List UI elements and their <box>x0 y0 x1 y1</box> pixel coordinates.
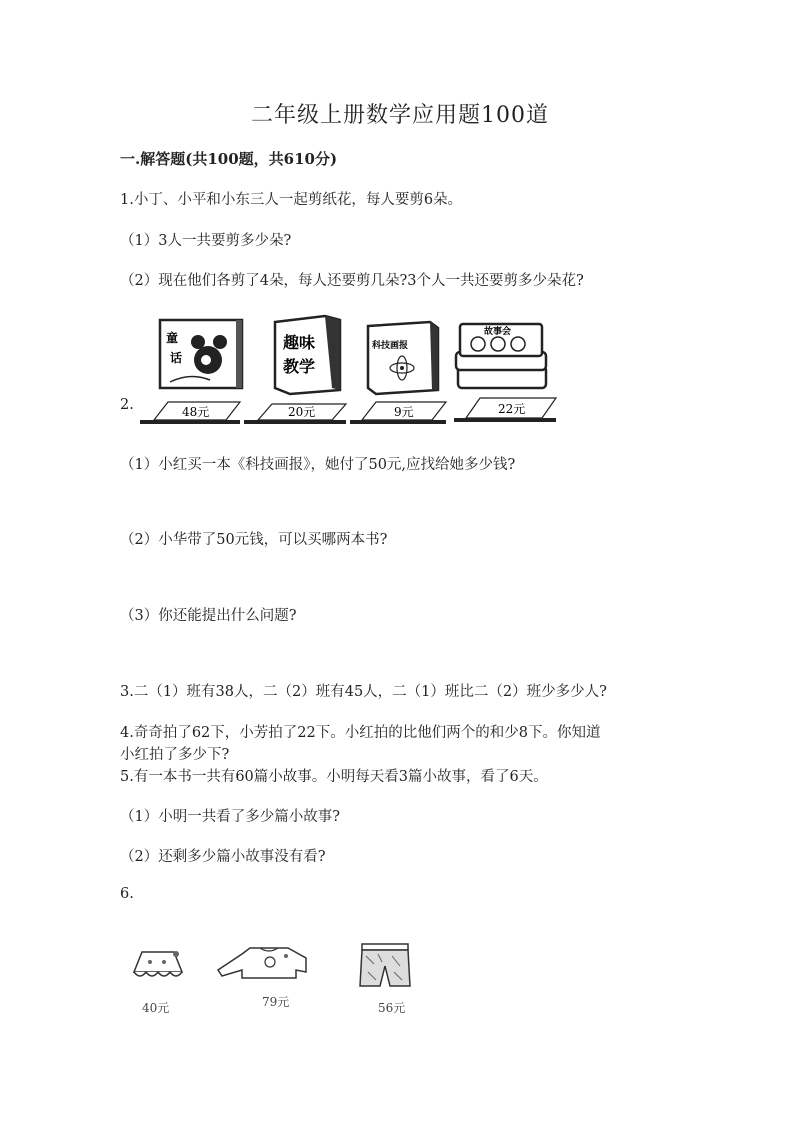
book3-price: 9元 <box>394 405 414 419</box>
q5-stem: 5.有一本书一共有60篇小故事。小明每天看3篇小故事，看了6天。 <box>120 769 548 785</box>
sweater-icon <box>218 948 306 978</box>
sweater-price: 79元 <box>262 995 290 1009</box>
book2-cover-line2: 教学 <box>283 357 316 376</box>
q2-part1: （1）小红买一本《科技画报》，她付了50元,应找给她多少钱? <box>120 457 516 473</box>
section-heading: 一.解答题(共100题，共610分) <box>120 150 338 168</box>
q2-part3: （3）你还能提出什么问题? <box>120 608 297 624</box>
book-science-icon <box>368 322 438 394</box>
q4-line2: 小红拍了多少下? <box>120 747 230 763</box>
book-fun-math-icon <box>275 316 340 394</box>
book2-cover-line1: 趣味 <box>283 333 316 352</box>
q5-part1: （1）小明一共看了多少篇小故事? <box>120 809 340 825</box>
q2-number: 2. <box>120 397 134 413</box>
book4-cover-text: 故事会 <box>484 327 512 337</box>
shorts-price: 56元 <box>378 1001 406 1015</box>
price-tags <box>140 398 556 424</box>
book-fairytale-icon <box>160 320 242 388</box>
book1-price: 48元 <box>182 405 210 419</box>
q1-part2: （2）现在他们各剪了4朵，每人还要剪几朵?3个人一共还要剪多少朵花? <box>120 273 584 289</box>
book3-cover-text: 科技画报 <box>372 341 409 351</box>
book-stories-icon <box>456 324 546 388</box>
q2-part2: （2）小华带了50元钱，可以买哪两本书? <box>120 532 388 548</box>
book4-price: 22元 <box>498 402 526 416</box>
q3-text: 3.二（1）班有38人，二（2）班有45人，二（1）班比二（2）班少多少人? <box>120 684 607 700</box>
book1-cover-char2: 话 <box>170 351 183 365</box>
books-illustration <box>140 312 560 432</box>
clothes-illustration <box>120 940 440 1030</box>
q6-number: 6. <box>120 886 134 902</box>
q1-part1: （1）3人一共要剪多少朵? <box>120 233 292 249</box>
q4-line1: 4.奇奇拍了62下，小芳拍了22下。小红拍的比他们两个的和少8下。你知道 <box>120 725 601 741</box>
book2-price: 20元 <box>288 405 316 419</box>
skirt-price: 40元 <box>142 1001 170 1015</box>
page-title: 二年级上册数学应用题100道 <box>251 103 549 128</box>
book1-cover-char1: 童 <box>166 331 179 345</box>
skirt-icon <box>134 951 182 976</box>
shorts-icon <box>360 944 410 986</box>
q5-part2: （2）还剩多少篇小故事没有看? <box>120 849 326 865</box>
q1-stem: 1.小丁、小平和小东三人一起剪纸花，每人要剪6朵。 <box>120 192 463 208</box>
